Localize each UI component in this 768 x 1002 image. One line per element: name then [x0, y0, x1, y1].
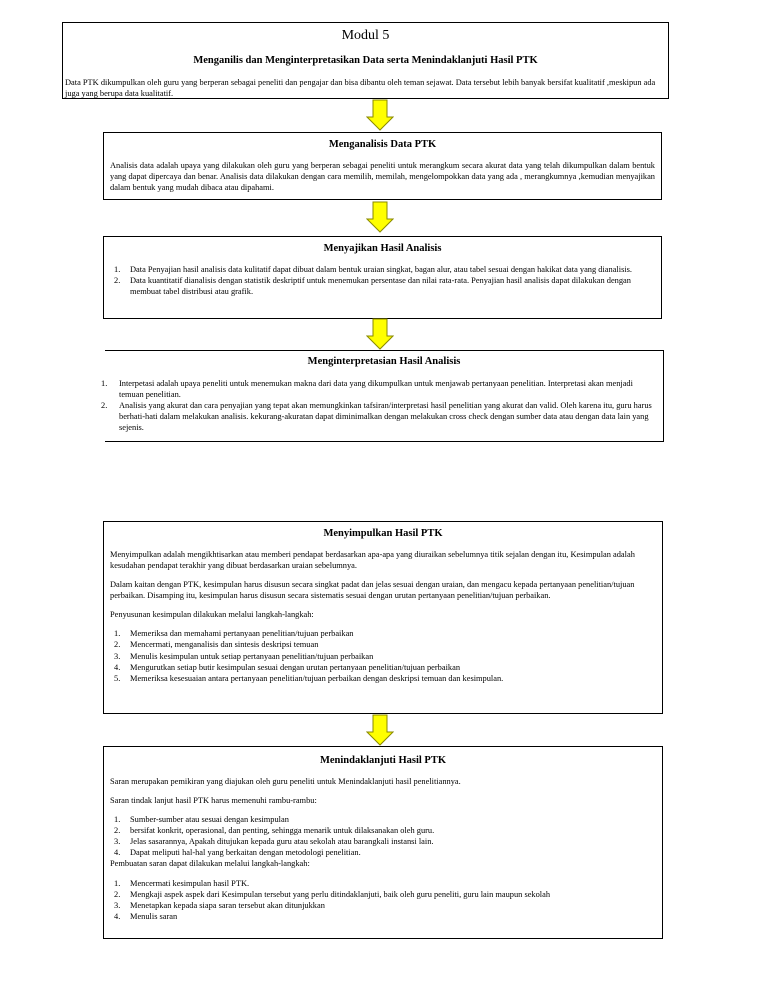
- list-number: 1.: [114, 264, 121, 274]
- list-item: [110, 825, 662, 836]
- down-arrow-icon: [366, 318, 394, 350]
- module-title: Modul 5: [341, 28, 390, 43]
- list-item: [110, 264, 655, 275]
- list-text: Menetapkan kepada siapa saran tersebut akan ditunjukkan: [130, 900, 325, 910]
- analysis-box: [103, 132, 662, 200]
- list-text: Dapat meliputi hal-hal yang berkaitan dengan metodologi penelitian.: [130, 848, 361, 858]
- list-item: [97, 378, 657, 400]
- list-text: Data Penyajian hasil analisis data kulitatif dapat dibuat dalam bentuk uraian singkat, bagan alur, atau tabel sesuai dengan hakikat data yang dianalisis.: [130, 264, 633, 274]
- list-item: [110, 673, 662, 684]
- conclusion-paragraph: Menyimpulkan adalah mengikhtisarkan atau memberi pendapat berdasarkan apa-apa yang diuraikan sebelumnya titik sejalan dengan itu, Kesimpulan adalah kesudahan pendapat terakhir yang dibuat berdasarkan uraian sebelumnya.: [110, 549, 635, 570]
- list-number: 2.: [114, 826, 121, 836]
- list-item: [110, 911, 662, 922]
- list-text: Mengurutkan setiap butir kesimpulan sesuai dengan urutan pertanyaan penelitian/tujuan perbaikan: [130, 662, 461, 672]
- follow-up-steps-list: [104, 878, 662, 922]
- list-number: 2.: [101, 401, 108, 411]
- conclusion-paragraph: Penyusunan kesimpulan dilakukan melalui langkah-langkah:: [110, 610, 314, 620]
- list-item: [110, 878, 662, 889]
- list-text: bersifat konkrit, operasional, dan penting, sehingga menarik untuk dilaksanakan oleh guru.: [130, 826, 435, 836]
- list-text: Jelas sasarannya, Apakah ditujukan kepada guru atau sekolah atau barangkali instansi lain.: [130, 837, 434, 847]
- analysis-text: Analisis data adalah upaya yang dilakukan oleh guru yang berperan sebagai peneliti untuk merangkum secara akurat data yang telah dikumpulkan dalam bentuk yang dapat dipercaya dan benar. Analisis data dilakukan dengan cara memilih, memilah, mengelompokkan data yang ada , merangkumnya ,kemudian menyajikan dalam bentuk yang mudah dibaca atau dipahami.: [110, 160, 655, 193]
- follow-up-criteria-list: [104, 814, 662, 858]
- presentation-box: [103, 236, 662, 319]
- analysis-title: Menganalisis Data PTK: [328, 139, 437, 150]
- list-text: Memeriksa dan memahami pertanyaan penelitian/tujuan perbaikan: [130, 629, 354, 639]
- follow-up-paragraph: Saran merupakan pemikiran yang diajukan oleh guru peneliti untuk Menindaklanjuti hasil penelitiannya.: [110, 776, 461, 786]
- list-number: 5.: [114, 673, 121, 683]
- presentation-list: [104, 264, 661, 297]
- down-arrow-icon: [366, 714, 394, 746]
- list-item: [110, 836, 662, 847]
- list-item: [110, 651, 662, 662]
- list-number: 4.: [114, 911, 121, 921]
- list-number: 4.: [114, 662, 121, 672]
- list-text: Mencermati, menganalisis dan sintesis deskripsi temuan: [130, 640, 319, 650]
- conclusion-paragraph: Dalam kaitan dengan PTK, kesimpulan harus disusun secara singkat padat dan jelas sesuai dengan uraian, dan mengacu kepada pertanyaan penelitian/tujuan perbaikan. Disamping itu, kesimpulan harus disusun secara sistematis sesuai dengan urutan pertanyaan penelitian/tujuan perbaikan.: [110, 580, 635, 601]
- list-number: 4.: [114, 848, 121, 858]
- list-item: [110, 889, 662, 900]
- list-number: 2.: [114, 889, 121, 899]
- list-text: Mencermati kesimpulan hasil PTK.: [130, 878, 250, 888]
- list-item: [110, 847, 662, 858]
- module-subtitle: Menganilis dan Menginterpretasikan Data serta Menindaklanjuti Hasil PTK: [193, 55, 538, 67]
- list-number: 3.: [114, 837, 121, 847]
- list-item: [110, 628, 662, 639]
- list-item: [110, 814, 662, 825]
- list-number: 2.: [114, 640, 121, 650]
- conclusion-steps-list: [104, 628, 662, 683]
- down-arrow-icon: [366, 201, 394, 233]
- list-item: [110, 275, 655, 297]
- interpretation-title: Menginterpretasian Hasil Analisis: [307, 356, 461, 367]
- list-number: 3.: [114, 900, 121, 910]
- follow-up-title: Menindaklanjuti Hasil PTK: [319, 755, 447, 766]
- list-number: 1.: [114, 629, 121, 639]
- list-item: [110, 662, 662, 673]
- conclusion-title: Menyimpulkan Hasil PTK: [323, 528, 443, 539]
- presentation-title: Menyajikan Hasil Analisis: [323, 243, 442, 254]
- list-text: Sumber-sumber atau sesuai dengan kesimpulan: [130, 815, 289, 825]
- module-header-box: [62, 22, 669, 99]
- list-text: Data kuantitatif dianalisis dengan statistik deskriptif untuk menemukan persentase dan nilai rata-rata. Penyajian hasil analisis dapat dilakukan dengan membuat tabel distribusi atau grafik.: [130, 275, 631, 297]
- conclusion-box: [103, 521, 663, 714]
- list-item: [110, 639, 662, 650]
- list-number: 1.: [114, 878, 121, 888]
- list-text: Menulis saran: [130, 911, 178, 921]
- list-text: Menulis kesimpulan untuk setiap pertanyaan penelitian/tujuan perbaikan: [130, 651, 374, 661]
- list-text: Memeriksa kesesuaian antara pertanyaan penelitian/tujuan perbaikan dengan deskripsi temuan dan kesimpulan.: [130, 673, 504, 683]
- follow-up-paragraph: Saran tindak lanjut hasil PTK harus memenuhi rambu-rambu:: [110, 795, 317, 805]
- list-number: 3.: [114, 651, 121, 661]
- down-arrow-icon: [366, 99, 394, 131]
- list-number: 2.: [114, 275, 121, 285]
- list-text: Mengkaji aspek aspek dari Kesimpulan tersebut yang perlu ditindaklanjuti, baik oleh guru peneliti, guru lain maupun sekolah: [130, 889, 551, 899]
- list-text: Analisis yang akurat dan cara penyajian yang tepat akan memungkinkan tafsiran/interpretasi hasil penelitian yang akurat dan valid. Oleh karena itu, guru harus berhati-hati dalam melakukan analisis. kekurang-akuratan dapat diminimalkan dengan melakukan cross check dengan sumber data atau dengan data lain yang sejenis.: [119, 401, 652, 433]
- list-text: Interpetasi adalah upaya peneliti untuk menemukan makna dari data yang dikumpulkan untuk menjawab pertanyaan penelitian. Interpretasi akan menjadi temuan penelitian.: [119, 378, 633, 399]
- list-item: [110, 900, 662, 911]
- interpretation-box: [101, 350, 664, 442]
- follow-up-paragraph: Pembuatan saran dapat dilakukan melalui langkah-langkah:: [110, 859, 310, 869]
- list-number: 1.: [114, 815, 121, 825]
- list-number: 1.: [101, 378, 108, 388]
- module-intro-text: Data PTK dikumpulkan oleh guru yang berperan sebagai peneliti dan pengajar dan bisa dibantu oleh teman sejawat. Data tersebut lebih banyak bersifat kualitatif ,meskipun ada juga yang berupa data kualitatif.: [65, 78, 656, 99]
- interpretation-list: [97, 378, 663, 433]
- list-item: [97, 400, 657, 433]
- follow-up-box: [103, 746, 663, 939]
